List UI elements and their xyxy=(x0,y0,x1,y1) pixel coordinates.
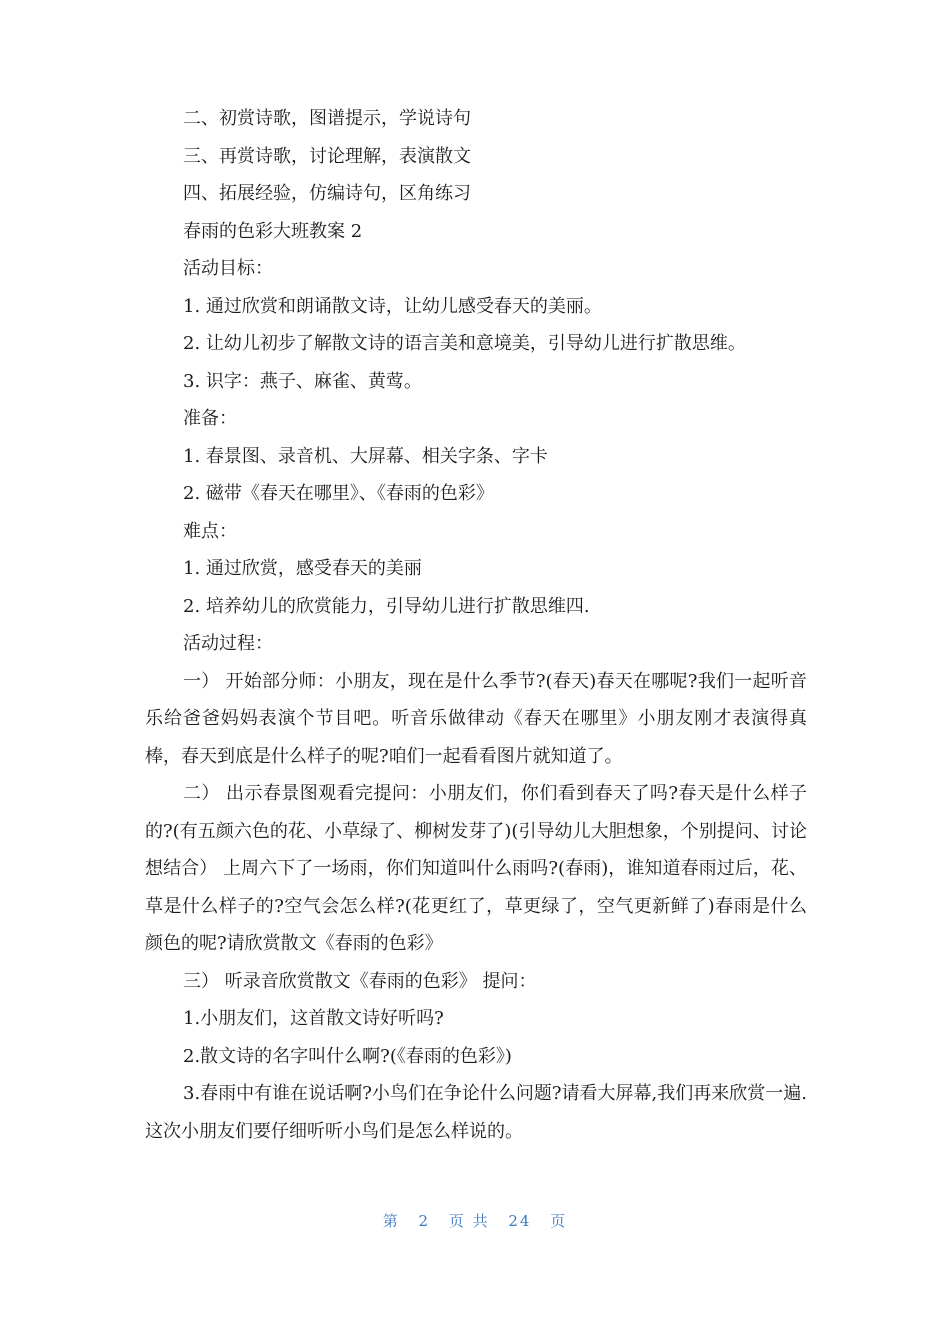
document-body xyxy=(145,100,807,1150)
text-line: 2.散文诗的名字叫什么啊?(《春雨的色彩》) xyxy=(183,1045,512,1067)
footer-label-di: 第 xyxy=(382,1212,400,1230)
text-line: 1. 通过欣赏，感受春天的美丽 xyxy=(183,558,422,579)
page-number: 2 xyxy=(418,1212,431,1230)
text-line: 二、初赏诗歌，图谱提示，学说诗句 xyxy=(183,108,471,129)
text-line: 1.小朋友们，这首散文诗好听吗? xyxy=(183,1008,444,1029)
text-line: 3. 识字：燕子、麻雀、黄莺。 xyxy=(183,370,422,392)
page-footer xyxy=(0,1210,950,1231)
text-line: 2. 磁带《春天在哪里》、《春雨的色彩》 xyxy=(183,483,494,504)
text-line: 三、再赏诗歌，讨论理解，表演散文 xyxy=(183,145,471,167)
footer-label-ye-gong: 页 共 xyxy=(448,1212,490,1230)
section-title: 春雨的色彩大班教案 2 xyxy=(183,220,363,242)
paragraph-2: 二） 出示春景图观看完提问：小朋友们，你们看到春天了吗?春天是什么样子的?(有五颜六色的花、小草绿了、柳树发芽了)(引导幼儿大胆想象，个别提问、讨论想结合） 上周六下了一场雨，你们知道叫什么雨吗?(春雨)，谁知道春雨过后，花、草是什么样子的?空气会怎么样?(花更红了，草更绿了，空气更新鲜了)春雨是什么颜色的呢?请欣赏散文《春雨的色彩》 xyxy=(145,783,807,954)
text-line: 1. 通过欣赏和朗诵散文诗，让幼儿感受春天的美丽。 xyxy=(183,295,602,317)
text-line: 四、拓展经验，仿编诗句，区角练习 xyxy=(183,183,471,204)
heading-preparation: 准备： xyxy=(183,408,237,429)
paragraph-3: 3.春雨中有谁在说话啊?小鸟们在争论什么问题?请看大屏幕,我们再来欣赏一遍.这次小朋友们要仔细听听小鸟们是怎么样说的。 xyxy=(145,1083,807,1142)
footer-label-ye: 页 xyxy=(550,1212,568,1230)
text-line: 三） 听录音欣赏散文《春雨的色彩》 提问： xyxy=(183,970,537,992)
total-pages: 24 xyxy=(508,1212,532,1230)
heading-goals: 活动目标： xyxy=(183,258,273,279)
text-line: 2. 让幼儿初步了解散文诗的语言美和意境美，引导幼儿进行扩散思维。 xyxy=(183,333,746,354)
heading-process: 活动过程： xyxy=(183,633,273,654)
paragraph-1: 一） 开始部分师：小朋友，现在是什么季节?(春天)春天在哪呢?我们一起听音乐给爸爸妈妈表演个节目吧。听音乐做律动《春天在哪里》小朋友刚才表演得真棒，春天到底是什么样子的呢?咱们一起看看图片就知道了。 xyxy=(145,670,807,767)
heading-difficulties: 难点： xyxy=(183,520,237,542)
text-line: 2. 培养幼儿的欣赏能力，引导幼儿进行扩散思维四. xyxy=(183,595,590,617)
text-line: 1. 春景图、录音机、大屏幕、相关字条、字卡 xyxy=(183,445,548,467)
